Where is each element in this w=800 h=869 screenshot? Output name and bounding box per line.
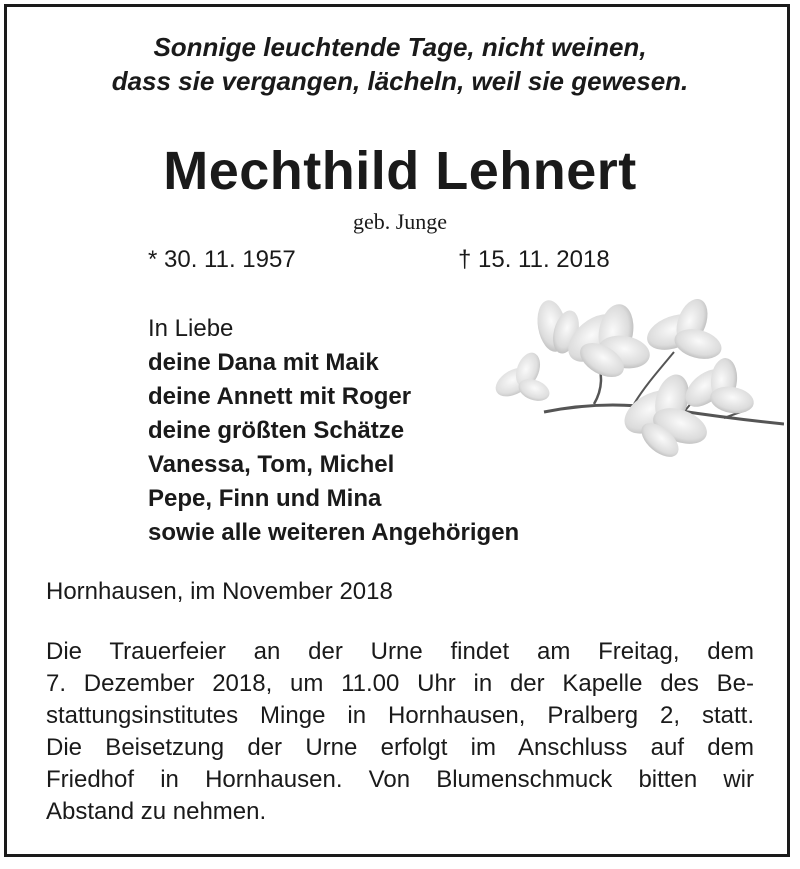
- mourner-line: Pepe, Finn und Mina: [148, 485, 382, 512]
- mourners-intro: In Liebe: [148, 315, 234, 342]
- maiden-name: geb. Junge: [352, 209, 448, 234]
- mourner-line: deine Annett mit Roger: [148, 383, 412, 410]
- motto-line-1: Sonnige leuchtende Tage, nicht weinen,: [153, 32, 647, 62]
- mourner-line: Vanessa, Tom, Michel: [148, 451, 395, 478]
- ceremony-text-line: stattungsinstitutes Minge in Hornhausen, Pralberg 2, statt.: [46, 702, 754, 729]
- ceremony-text-line: Die Trauerfeier an der Urne findet am Freitag, dem: [46, 638, 754, 665]
- ceremony-text-line: Abstand zu nehmen.: [46, 798, 267, 825]
- death-date: † 15. 11. 2018: [458, 246, 610, 273]
- mourner-line: deine größten Schätze: [148, 417, 405, 444]
- mourner-line: deine Dana mit Maik: [148, 349, 379, 376]
- ceremony-text-line: Die Beisetzung der Urne erfolgt im Anschluss auf dem: [46, 734, 754, 761]
- birth-date: * 30. 11. 1957: [148, 246, 296, 273]
- mourner-line: sowie alle weiteren Angehörigen: [148, 519, 520, 546]
- place-and-date: Hornhausen, im November 2018: [46, 578, 393, 605]
- deceased-name: Mechthild Lehnert: [163, 141, 637, 201]
- ceremony-text-line: 7. Dezember 2018, um 11.00 Uhr in der Kapelle des Be-: [46, 670, 754, 697]
- ceremony-text-line: Friedhof in Hornhausen. Von Blumenschmuck bitten wir: [46, 766, 754, 793]
- motto-line-2: dass sie vergangen, lächeln, weil sie gewesen.: [111, 66, 689, 96]
- magnolia-branch-icon: [484, 292, 784, 462]
